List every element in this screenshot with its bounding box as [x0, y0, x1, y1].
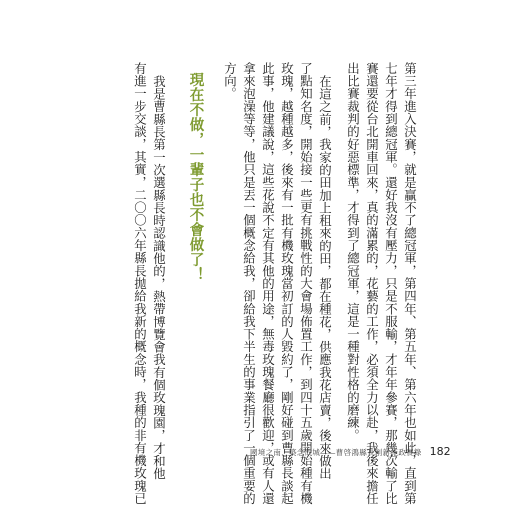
text-column: 有進一步交談，其實，二〇〇六年縣長拋給我新的概念時，我種的非有機玫瑰已	[132, 62, 148, 505]
text-column: 拿來泡澡等等，他只是丟一個概念給我，卻給我下半生的事業指引了一個重要的	[241, 62, 257, 505]
running-title: 國境之南．築念成城——曹啓鴻縣長創新施政實錄	[250, 448, 422, 457]
text-column: 賽還要從台北開車回來，真的滿累的，花藝的工作，必須全力以赴，我後來擔任	[364, 62, 380, 505]
text-column: 方向。	[222, 62, 238, 100]
text-column: 在這之前，我家的田加上租來的田，都在種花，供應我花店賣，後來做出	[317, 75, 333, 480]
text-column: 此事，他建議說，這些花說不定有其他的用途，無毒玫瑰餐廳很歡迎，或有人還	[260, 62, 276, 505]
text-column: 第三年進入決賽，就是贏不了總冠軍，第四年、第五年、第六年也如此，直到第	[402, 62, 418, 505]
page-number: 182	[429, 445, 451, 458]
text-column: 玫瑰，越種越多，後來有一批有機玫瑰當初訂的人毀約了，剛好碰到曹縣長談起	[279, 62, 295, 505]
text-column: 七年才得到總冠軍。還好我沒有壓力，只是不服輸，才年年參賽，那幾次輸了比	[383, 62, 399, 505]
section-heading: 現在不做，一輩子也不會做了！	[187, 72, 205, 282]
page-footer	[250, 445, 451, 458]
text-column: 出比賽裁判的好惡標準，才得到了總冠軍，這是一種對性格的磨練。	[345, 62, 361, 442]
text-column: 了點知名度，開始接一些更有挑戰性的大會場佈置工作，到四十五歲開始種有機	[298, 62, 314, 505]
text-column: 我是曹縣長第一次選縣長時認識他的，熱帶博覽會我有個玫瑰園，才和他	[151, 75, 167, 480]
